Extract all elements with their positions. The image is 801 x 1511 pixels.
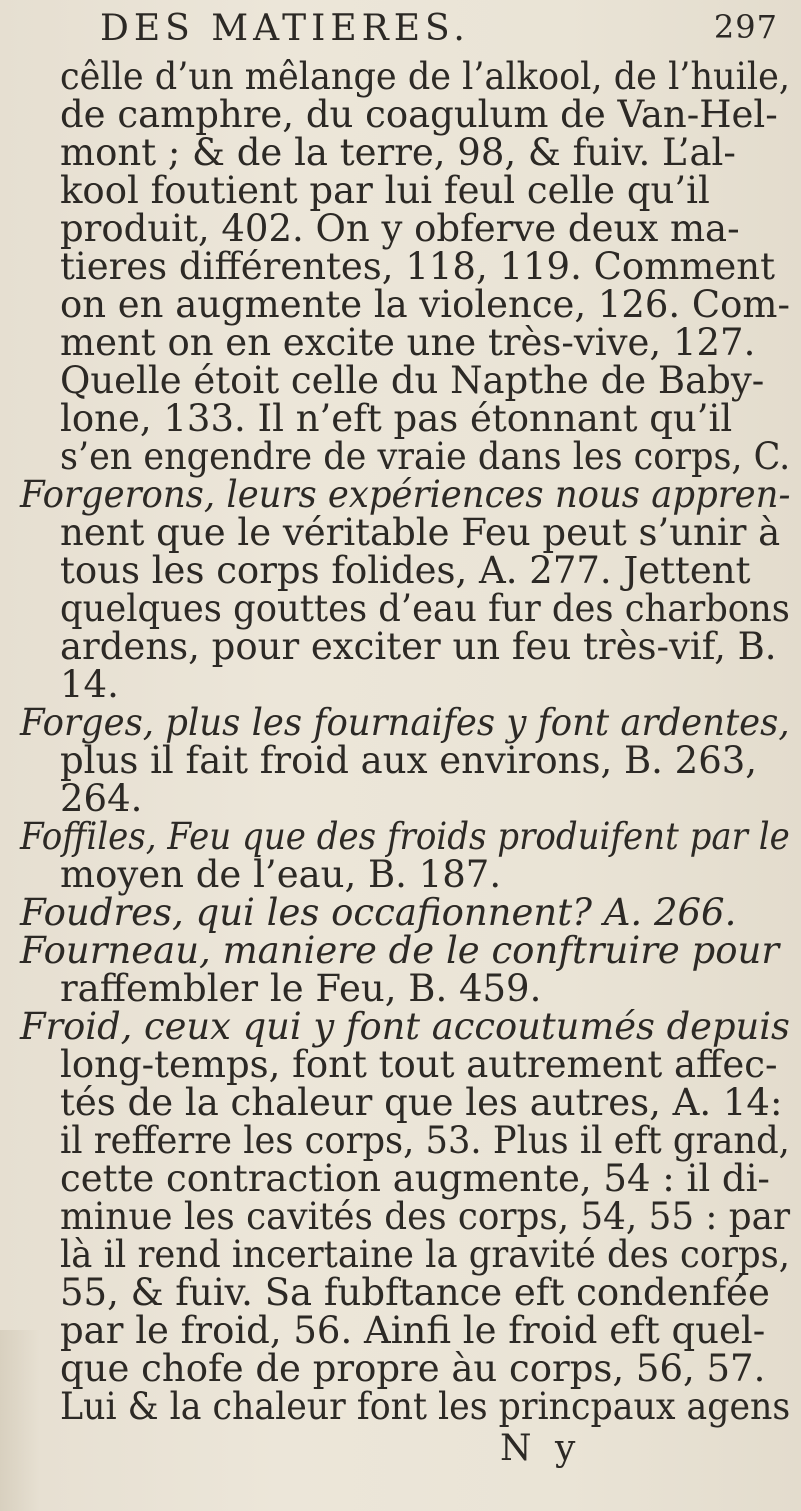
text-line: s’en engendre de vraie dans les corps, C. xyxy=(60,435,791,478)
running-header xyxy=(100,8,790,48)
running-title: DES MATIERES. xyxy=(100,8,470,49)
text-line: ardens, pour exciter un feu très-vif, B. xyxy=(60,625,777,668)
text-line: minue les cavités des corps, 54, 55 : par xyxy=(60,1195,791,1238)
text-line: nent que le véritable Feu peut s’unir à xyxy=(60,511,781,554)
text-line: raffembler le Feu, B. 459. xyxy=(60,967,542,1010)
text-line: on en augmente la violence, 126. Com- xyxy=(60,283,790,326)
text-line: que chofe de propre àu corps, 56, 57. xyxy=(60,1347,766,1390)
text-line: 14. xyxy=(60,663,119,706)
text-line: 55, & fuiv. Sa fubftance eft condenfée xyxy=(60,1271,770,1314)
text-line: cêlle d’un mêlange de l’alkool, de l’huile, xyxy=(60,55,790,98)
index-entry: Froid, ceux qui y font accoutumés depuis xyxy=(20,1005,790,1048)
text-line: plus il fait froid aux environs, B. 263, xyxy=(60,739,758,782)
text-line: tés de la chaleur que les autres, A. 14: xyxy=(60,1081,783,1124)
text-line: cette contraction augmente, 54 : il di- xyxy=(60,1157,770,1200)
text-line: long-temps, font tout autrement affec- xyxy=(60,1043,778,1086)
text-line: Lui & la chaleur font les princpaux agens xyxy=(60,1385,791,1428)
text-line: moyen de l’eau, B. 187. xyxy=(60,853,502,896)
text-line: tieres différentes, 118, 119. Comment xyxy=(60,245,775,288)
text-line: lone, 133. Il n’eft pas étonnant qu’il xyxy=(60,397,733,440)
index-entry: Foudres, qui les occafionnent? A. 266. xyxy=(20,891,737,934)
index-entry: Fourneau, maniere de le conftruire pour xyxy=(20,929,780,972)
text-line: 264. xyxy=(60,777,143,820)
index-entry: Foffiles, Feu que des froids produifent par le xyxy=(20,815,790,858)
text-line: ment on en excite une très-vive, 127. xyxy=(60,321,756,364)
text-line: Quelle étoit celle du Napthe de Baby- xyxy=(60,359,765,402)
index-entry: Forges, plus les fournaifes y font ardentes, xyxy=(20,701,790,744)
text-line: il refferre les corps, 53. Plus il eft grand, xyxy=(60,1119,790,1162)
text-line: là il rend incertaine la gravité des corps, xyxy=(60,1233,790,1276)
page-edge-shadow xyxy=(0,1330,40,1511)
text-line: tous les corps folides, A. 277. Jettent xyxy=(60,549,751,592)
text-line: quelques gouttes d’eau fur des charbons xyxy=(60,587,790,630)
text-line: produit, 402. On y obferve deux ma- xyxy=(60,207,740,250)
page-number: 297 xyxy=(713,8,778,46)
text-line: kool foutient par lui feul celle qu’il xyxy=(60,169,710,212)
text-line: par le froid, 56. Ainfi le froid eft quel- xyxy=(60,1309,766,1352)
text-line: de camphre, du coagulum de Van-Hel- xyxy=(60,93,778,136)
index-entry: Forgerons, leurs expériences nous appren- xyxy=(20,473,791,516)
signature-mark: N y xyxy=(500,1428,582,1469)
text-line: mont ; & de la terre, 98, & fuiv. L’al- xyxy=(60,131,736,174)
